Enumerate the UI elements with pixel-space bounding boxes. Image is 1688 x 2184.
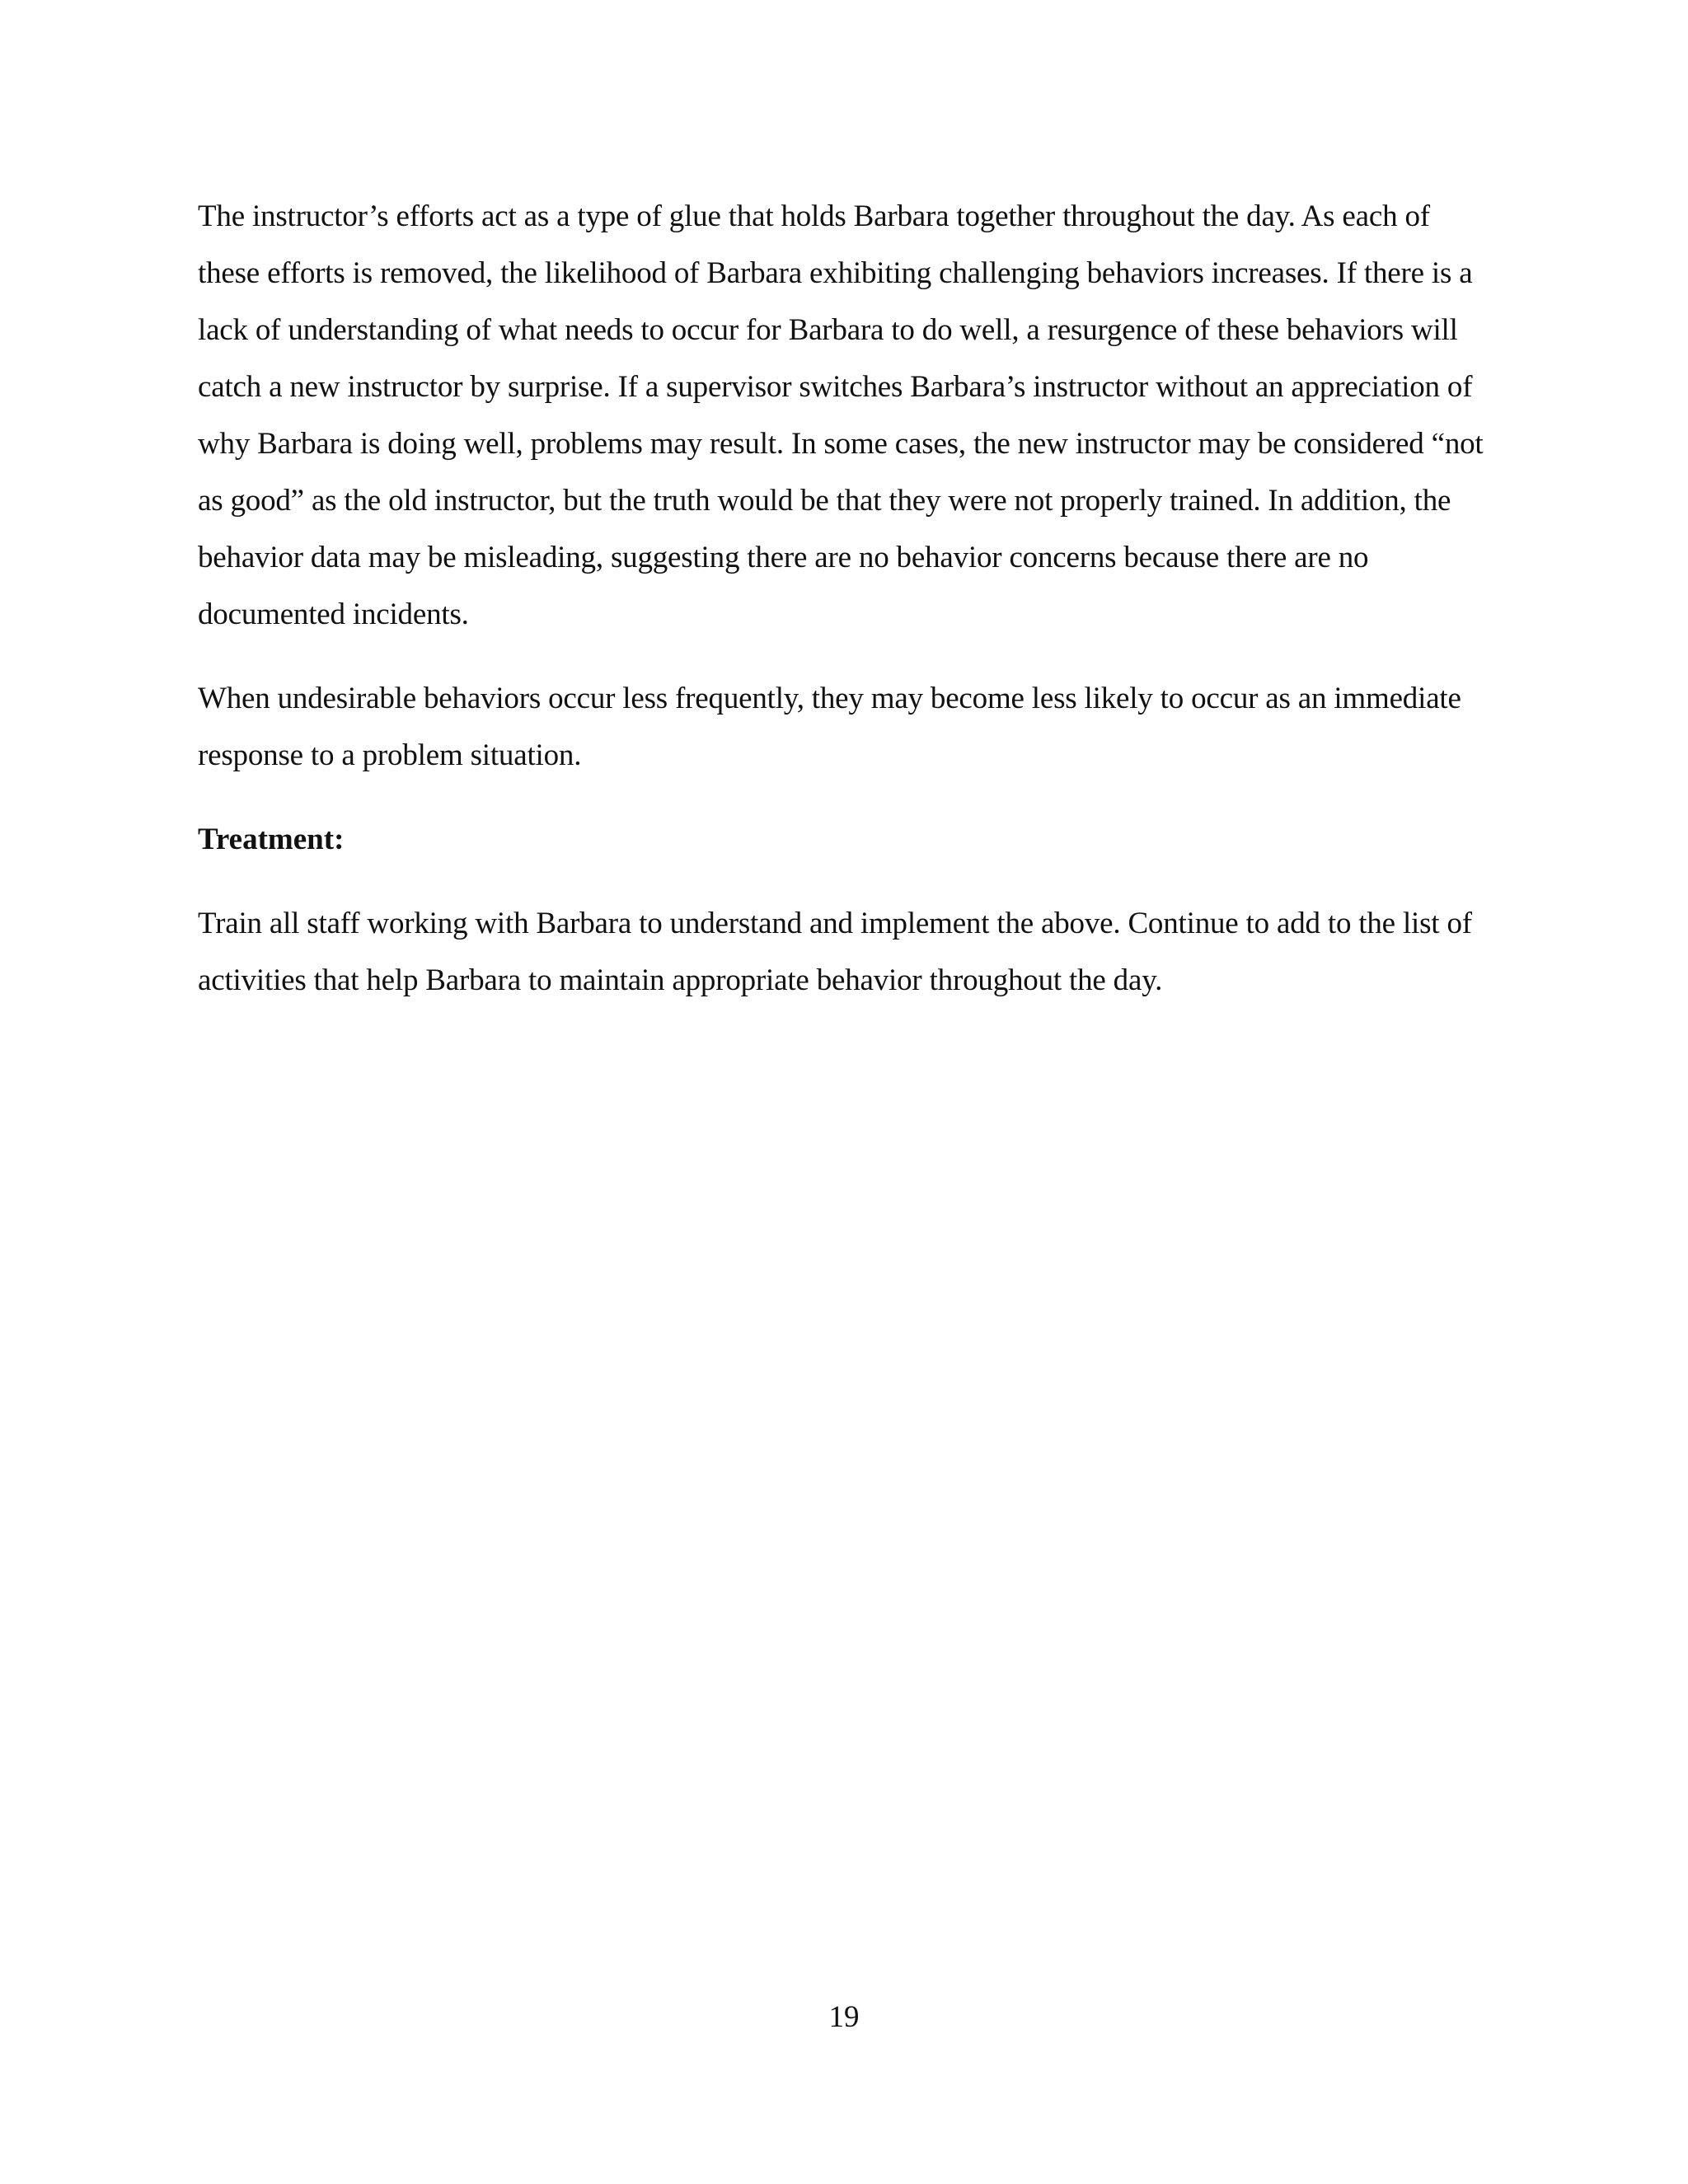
paragraph-instructor-efforts: The instructor’s efforts act as a type of glue that holds Barbara together throughout the day. As each of these efforts is removed, the likelihood of Barbara exhibiting challenging behaviors increases. If there is a lack of understanding of what needs to occur for Barbara to do well, a resurgence of these behaviors will catch a new instructor by surprise. If a supervisor switches Barbara’s instructor without an appreciation of why Barbara is doing well, problems may result. In some cases, the new instructor may be considered “not as good” as the old instructor, but the truth would be that they were not properly trained. In addition, the behavior data may be misleading, suggesting there are no behavior concerns because there are no documented incidents.: [198, 199, 1484, 631]
paragraph-undesirable-behaviors: When undesirable behaviors occur less frequently, they may become less likely to occur as an immediate response to a problem situation.: [198, 682, 1461, 772]
paragraph-treatment: Train all staff working with Barbara to understand and implement the above. Continue to add to the list of activities that help Barbara to maintain appropriate behavior throughout the day.: [198, 907, 1472, 997]
page-content: [198, 188, 1484, 1009]
page-number: 19: [828, 2000, 860, 2034]
treatment-heading: Treatment:: [198, 823, 345, 856]
